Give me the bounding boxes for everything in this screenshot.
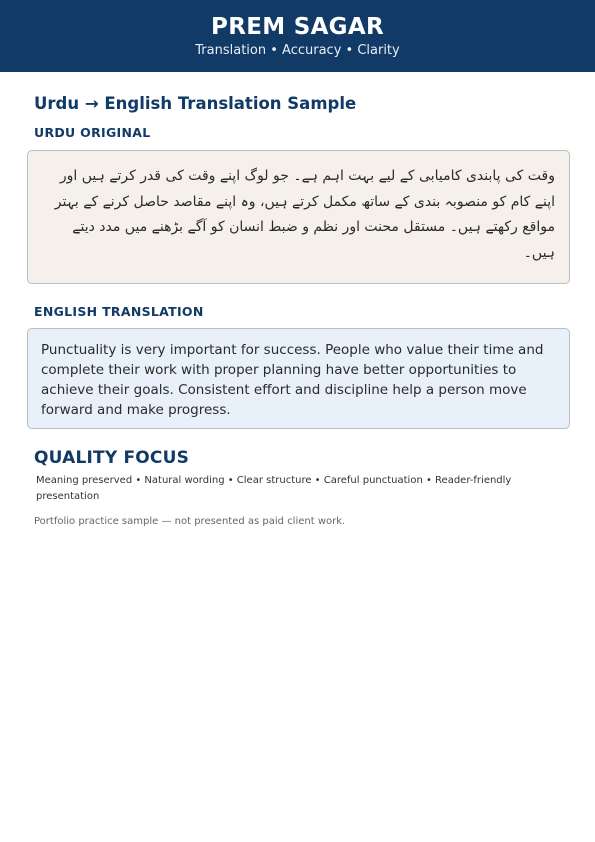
urdu-text: وقت کی پابندی کامیابی کے لیے بہت اہم ہے۔ جو لوگ اپنے وقت کی قدر کرتے ہیں اور اپنے کام کو منصوبہ بندی کے ساتھ مکمل کرتے ہیں، وہ اپنے مقاصد حاصل کرنے کے بہتر مواقع رکھتے ہیں۔ مستقل محنت اور نظم و ضبط انسان کو آگے بڑھنے میں مدد دیتے ہیں۔	[54, 168, 555, 261]
portfolio-note: Portfolio practice sample — not presented as paid client work.	[34, 516, 346, 527]
page-header	[0, 0, 595, 72]
urdu-section-label: URDU ORIGINAL	[34, 125, 151, 140]
english-text-box	[27, 328, 570, 429]
quality-heading: QUALITY FOCUS	[34, 448, 190, 468]
main-content	[0, 94, 595, 529]
urdu-text-box	[27, 150, 570, 284]
english-text: Punctuality is very important for success. People who value their time and complete their work with proper planning have better opportunities to achieve their goals. Consistent effort and discipline help a person move forward and make progress.	[41, 342, 544, 418]
quality-items: Meaning preserved • Natural wording • Clear structure • Careful punctuation • Reader-friendly presentation	[36, 475, 512, 502]
english-section-label: ENGLISH TRANSLATION	[34, 304, 204, 319]
sample-title: Urdu → English Translation Sample	[34, 94, 357, 113]
brand-name: PREM SAGAR	[211, 14, 384, 40]
brand-tagline: Translation • Accuracy • Clarity	[195, 43, 400, 58]
